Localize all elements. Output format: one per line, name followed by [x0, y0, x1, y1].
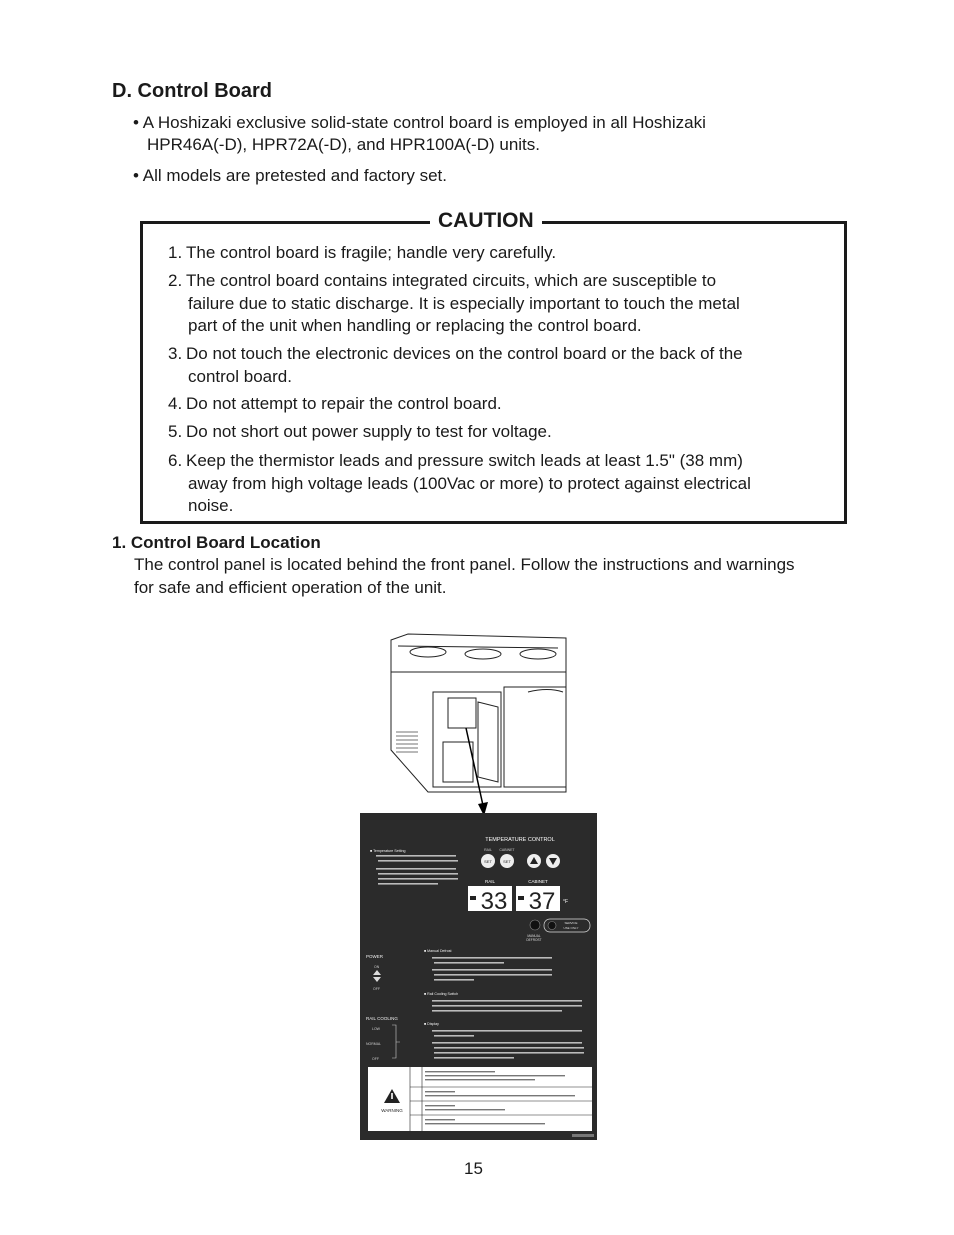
- svg-text:SERVICE: SERVICE: [564, 921, 578, 925]
- svg-text:■ Display: ■ Display: [424, 1022, 439, 1026]
- caution-item-3: 3. Do not touch the electronic devices on the control board or the back of the control board.: [168, 344, 743, 386]
- caution-title: CAUTION: [430, 209, 542, 233]
- svg-text:OFF: OFF: [372, 1057, 379, 1061]
- control-panel-graphic: [360, 813, 597, 1140]
- svg-text:POWER: POWER: [366, 954, 384, 959]
- bullet-1: • A Hoshizaki exclusive solid-state control board is employed in all Hoshizaki HPR46A(-D), HPR72A(-D), and HPR100A(-D) units.: [133, 113, 706, 154]
- section-heading: D. Control Board: [112, 80, 272, 102]
- svg-text:OFF: OFF: [373, 987, 380, 991]
- cabinet-temp: 37: [528, 888, 556, 915]
- svg-text:ON: ON: [374, 965, 380, 969]
- caution-item-2: 2. The control board contains integrated circuits, which are susceptible to failure due to static discharge. It is especially important to touch the metal part of the unit when handling or replacing the control board.: [168, 271, 740, 335]
- subsection-heading: 1. Control Board Location: [112, 533, 321, 552]
- svg-text:CABINET: CABINET: [499, 848, 515, 852]
- svg-text:RAIL COOLING: RAIL COOLING: [366, 1016, 398, 1021]
- svg-text:■ Rail Cooling Switch: ■ Rail Cooling Switch: [424, 992, 459, 996]
- unit-illustration: [388, 632, 568, 817]
- svg-text:MANUAL: MANUAL: [527, 934, 541, 938]
- svg-text:SET: SET: [484, 859, 492, 864]
- location-paragraph: The control panel is located behind the front panel. Follow the instructions and warnings for safe and efficient operation of the unit.: [134, 555, 795, 597]
- svg-text:WARNING: WARNING: [381, 1108, 403, 1113]
- svg-text:°F: °F: [563, 899, 569, 905]
- svg-text:CABINET: CABINET: [528, 879, 548, 884]
- svg-text:NORMAL: NORMAL: [366, 1042, 381, 1046]
- svg-text:LOW: LOW: [372, 1027, 380, 1031]
- svg-text:RAIL: RAIL: [484, 879, 496, 884]
- warning-box: [368, 1067, 592, 1131]
- svg-text:DEFROST: DEFROST: [526, 938, 542, 942]
- caution-item-5: 5. Do not short out power supply to test for voltage.: [168, 422, 552, 441]
- svg-text:■ Manual Defrost: ■ Manual Defrost: [424, 949, 452, 953]
- caution-item-4: 4. Do not attempt to repair the control board.: [168, 394, 502, 413]
- panel-header: TEMPERATURE CONTROL: [485, 837, 555, 843]
- svg-text:SET: SET: [503, 859, 511, 864]
- caution-item-1: 1. The control board is fragile; handle very carefully.: [168, 243, 557, 262]
- caution-item-6: 6. Keep the thermistor leads and pressure switch leads at least 1.5" (38 mm) away from high voltage leads (100Vac or more) to protect against electrical noise.: [168, 451, 751, 515]
- svg-text:RAIL: RAIL: [484, 848, 492, 852]
- rail-temp: 33: [480, 888, 508, 915]
- page-number: 15: [464, 1159, 483, 1178]
- svg-text:USE ONLY: USE ONLY: [563, 926, 579, 930]
- bullet-2: • All models are pretested and factory set.: [133, 166, 448, 185]
- svg-text:■ Temperature Setting: ■ Temperature Setting: [370, 849, 406, 853]
- manual-defrost-button[interactable]: [530, 920, 540, 930]
